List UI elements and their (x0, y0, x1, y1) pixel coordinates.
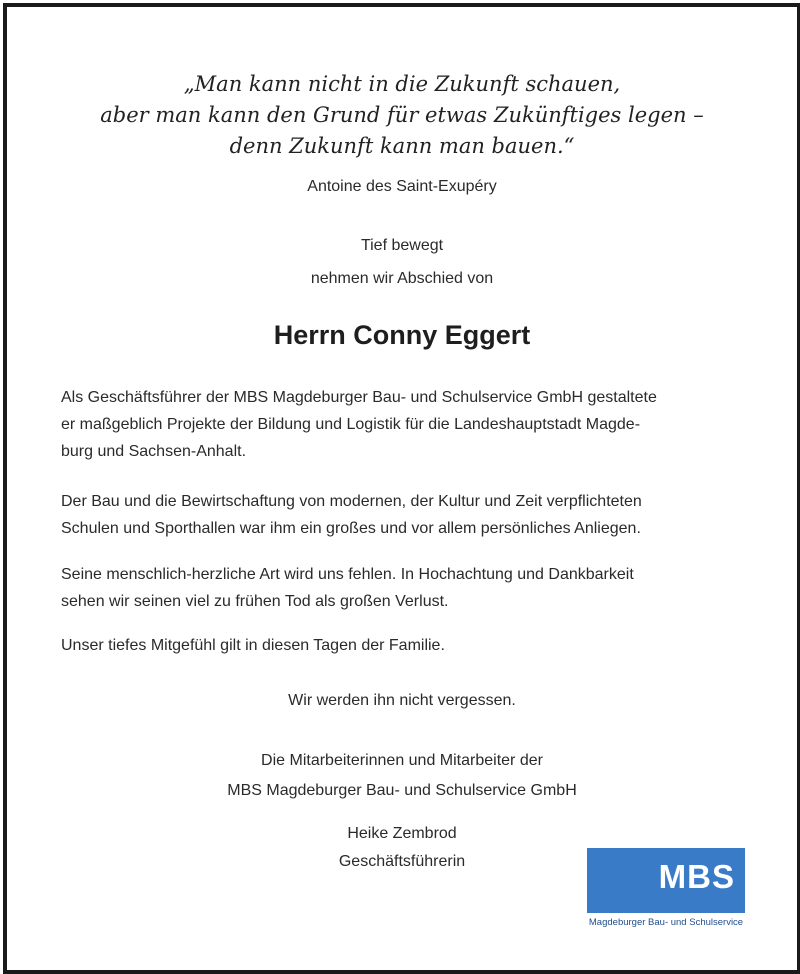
closing-line: Wir werden ihn nicht vergessen. (288, 692, 516, 709)
quote-author: Antoine des Saint-Exupéry (307, 178, 497, 195)
quote-block (7, 69, 797, 162)
intro-line-1: Tief bewegt (360, 237, 444, 254)
quote-line-3: denn Zukunft kann man bauen.“ (229, 134, 575, 158)
body-paragraph-1 (61, 384, 761, 465)
signature-line-1: Die Mitarbeiterinnen und Mitarbeiter der (261, 752, 543, 769)
quote-line-1: „Man kann nicht in die Zukunft schauen, (183, 72, 621, 96)
body-paragraph-4 (61, 632, 761, 659)
obituary-frame (3, 3, 800, 974)
signature-line-2: MBS Magdeburger Bau- und Schulservice GmbH (227, 782, 577, 799)
mbs-logo (587, 848, 745, 932)
body-paragraph-4-line: Unser tiefes Mitgefühl gilt in diesen Tagen der Familie. (61, 637, 445, 654)
intro-line-2: nehmen wir Abschied von (310, 270, 494, 287)
signature-person-name: Heike Zembrod (347, 825, 457, 842)
body-paragraph-3-line: sehen wir seinen viel zu frühen Tod als großen Verlust. (61, 593, 449, 610)
body-paragraph-2 (61, 488, 761, 542)
body-paragraph-2-line: Der Bau und die Bewirtschaftung von modernen, der Kultur und Zeit verpflichteten (61, 493, 642, 510)
body-paragraph-1-line: er maßgeblich Projekte der Bildung und Logistik für die Landeshauptstadt Magde- (61, 416, 641, 433)
body-paragraph-1-line: Als Geschäftsführer der MBS Magdeburger Bau- und Schulservice GmbH gestaltete (61, 389, 657, 406)
logo-box (587, 848, 745, 913)
logo-tagline: Magdeburger Bau- und Schulservice (588, 917, 744, 928)
body-paragraph-3-line: Seine menschlich-herzliche Art wird uns fehlen. In Hochachtung und Dankbarkeit (61, 566, 634, 583)
body-paragraph-3 (61, 561, 761, 615)
signature-person-title: Geschäftsführerin (338, 853, 466, 870)
logo-text: MBS (658, 858, 735, 895)
quote-line-2: aber man kann den Grund für etwas Zukünftiges legen – (100, 103, 704, 127)
body-paragraph-2-line: Schulen und Sporthallen war ihm ein großes und vor allem persönliches Anliegen. (61, 520, 641, 537)
body-paragraph-1-line: burg und Sachsen-Anhalt. (61, 443, 247, 460)
deceased-name: Herrn Conny Eggert (273, 320, 531, 350)
